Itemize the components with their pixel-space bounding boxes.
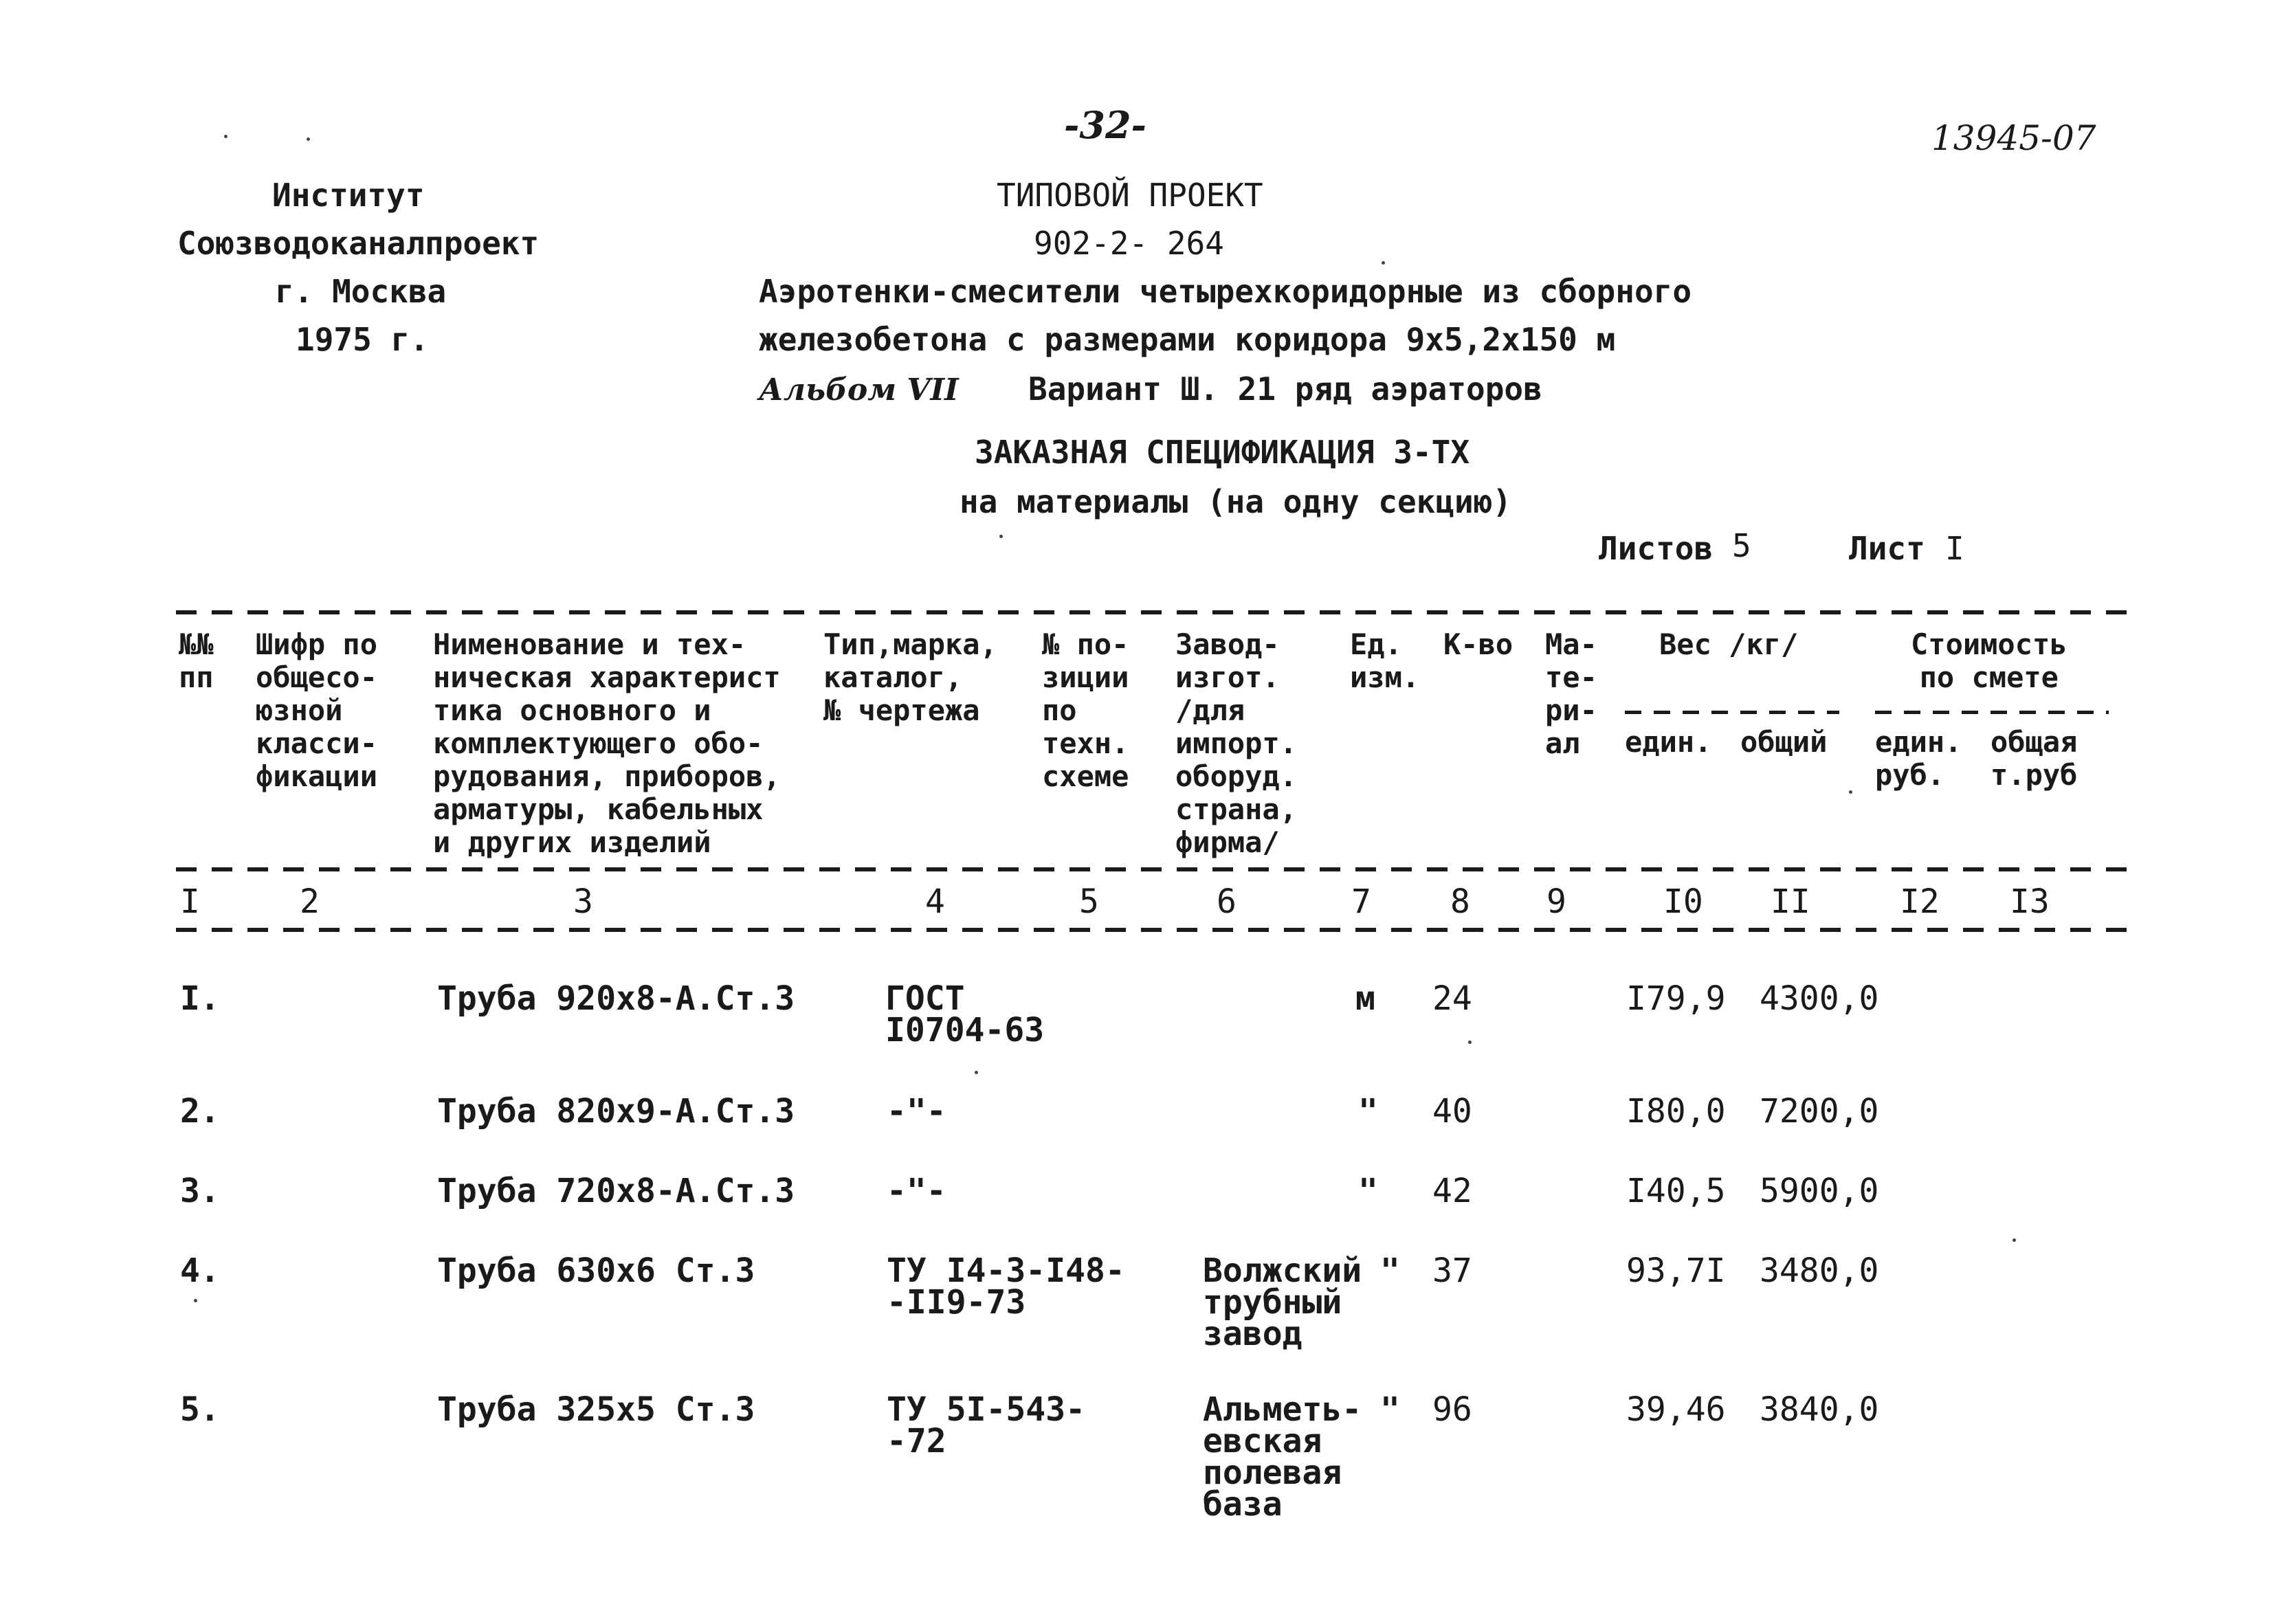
column-number: 2 <box>300 882 320 921</box>
header-col2: Шифр по общесо- юзной класси- фикации <box>256 627 378 793</box>
header-col7: Ед. изм. <box>1350 627 1420 694</box>
sheet-label: Лист <box>1849 530 1925 567</box>
scan-speck <box>1468 1041 1472 1044</box>
row-unit: " <box>1380 1252 1400 1290</box>
row-weight-total: 7200,0 <box>1760 1092 1879 1131</box>
row-weight-total: 3480,0 <box>1760 1252 1879 1290</box>
institute-city: г. Москва <box>275 273 447 310</box>
project-label: ТИПОВОЙ ПРОЕКТ <box>997 177 1263 214</box>
scan-speck <box>307 137 310 141</box>
header-col1: №№ пп <box>179 627 214 694</box>
column-number: 3 <box>573 882 593 921</box>
header-col11: общий <box>1740 725 1828 759</box>
header-col10: един. <box>1625 725 1712 759</box>
project-code: 902-2- 264 <box>1034 225 1224 262</box>
header-col9: Ма- те- ри- ал <box>1545 627 1597 760</box>
page-number: -32- <box>1064 103 1146 147</box>
scan-speck <box>224 135 228 138</box>
row-unit: " <box>1380 1390 1400 1429</box>
row-name: Труба 920х8-А.Ст.3 <box>437 979 795 1018</box>
row-number: 4. <box>180 1252 220 1290</box>
institute-year: 1975 г. <box>296 321 429 358</box>
row-name: Труба 820х9-А.Ст.3 <box>437 1092 795 1131</box>
header-col4: Тип,марка, каталог, № чертежа <box>823 627 997 727</box>
header-col13: общая т.руб <box>1991 725 2078 792</box>
row-unit: " <box>1358 1092 1378 1131</box>
cost-group-rule <box>1875 711 2109 714</box>
header-col12: един. руб. <box>1875 725 1962 792</box>
column-number: 8 <box>1450 882 1470 921</box>
row-number: 3. <box>180 1172 220 1210</box>
row-weight-total: 4300,0 <box>1760 979 1879 1018</box>
project-variant: Вариант Ш. 21 ряд аэраторов <box>1028 370 1542 408</box>
institute-name: Институт <box>272 177 425 214</box>
row-quantity: 96 <box>1432 1390 1472 1429</box>
row-unit: " <box>1358 1172 1378 1210</box>
document-code: 13945-07 <box>1931 118 2096 158</box>
row-manufacturer: Волжский трубный завод <box>1203 1252 1362 1353</box>
header-col5: № по- зиции по техн. схеме <box>1042 627 1129 793</box>
institute-org: Союзводоканалпроект <box>177 225 540 262</box>
row-quantity: 24 <box>1432 979 1472 1018</box>
project-album: Альбом VII <box>759 372 959 408</box>
column-number: 7 <box>1351 882 1371 921</box>
header-col8: К-во <box>1443 627 1514 661</box>
row-quantity: 42 <box>1432 1172 1472 1210</box>
column-number-rule <box>176 928 2128 932</box>
row-number: I. <box>180 979 220 1018</box>
column-number: I2 <box>1900 882 1940 921</box>
scan-speck <box>194 1299 197 1302</box>
header-weight-group: Вес /кг/ <box>1659 627 1799 661</box>
weight-group-rule <box>1625 711 1839 714</box>
row-type: ГОСТ I0704-63 <box>885 979 1045 1049</box>
project-description-line1: Аэротенки-смесители четырехкоридорные из сборного <box>759 273 1692 310</box>
column-number: 4 <box>925 882 945 921</box>
row-name: Труба 630х6 Ст.3 <box>437 1252 755 1290</box>
row-type: ТУ 5I-543- -72 <box>887 1390 1085 1460</box>
row-type: -"- <box>887 1172 946 1210</box>
row-type: ТУ I4-3-I48- -II9-73 <box>887 1252 1125 1322</box>
row-unit: м <box>1355 979 1375 1018</box>
project-description-line2: железобетона с размерами коридора 9х5,2х150 м <box>759 321 1616 358</box>
row-weight-unit: I40,5 <box>1626 1172 1726 1210</box>
column-number: I3 <box>2010 882 2050 921</box>
row-quantity: 37 <box>1432 1252 1472 1290</box>
row-weight-total: 3840,0 <box>1760 1390 1879 1429</box>
sheets-total-label: Листов <box>1599 530 1714 567</box>
sheet-value: I <box>1945 530 1964 567</box>
row-weight-unit: 93,7I <box>1626 1252 1726 1290</box>
row-name: Труба 325х5 Ст.3 <box>437 1390 755 1429</box>
column-number: I <box>180 882 200 921</box>
row-number: 5. <box>180 1390 220 1429</box>
scan-speck <box>2013 1238 2016 1242</box>
header-cost-group: Стоимость по смете <box>1911 627 2067 694</box>
table-top-rule <box>176 610 2128 614</box>
row-weight-unit: I80,0 <box>1626 1092 1726 1131</box>
row-type: -"- <box>887 1092 946 1131</box>
column-number: I0 <box>1663 882 1703 921</box>
scan-speck <box>999 535 1003 538</box>
row-name: Труба 720х8-А.Ст.3 <box>437 1172 795 1210</box>
header-bottom-rule <box>176 867 2128 871</box>
spec-subtitle: на материалы (на одну секцию) <box>960 483 1512 520</box>
column-number: II <box>1771 882 1810 921</box>
header-col6: Завод- изгот. /для импорт. оборуд. страна, фирма/ <box>1175 627 1298 859</box>
column-number: 5 <box>1079 882 1099 921</box>
project-album-line <box>759 371 1542 408</box>
scan-speck <box>1382 261 1385 265</box>
row-manufacturer: Альметь- евская полевая база <box>1203 1390 1362 1524</box>
column-number: 6 <box>1217 882 1237 921</box>
row-weight-unit: 39,46 <box>1626 1390 1726 1429</box>
sheets-total-value: 5 <box>1732 527 1751 564</box>
column-number: 9 <box>1546 882 1566 921</box>
header-col3: Нименование и тех- ническая характерист тика основного и комплектующего обо- рудования, приборов, арматуры, кабельных и других изделий <box>433 627 781 859</box>
row-weight-unit: I79,9 <box>1626 979 1726 1018</box>
row-quantity: 40 <box>1432 1092 1472 1131</box>
row-weight-total: 5900,0 <box>1760 1172 1879 1210</box>
scan-speck <box>1849 790 1852 794</box>
row-number: 2. <box>180 1092 220 1131</box>
spec-title: ЗАКАЗНАЯ СПЕЦИФИКАЦИЯ 3-ТХ <box>975 434 1470 471</box>
scan-speck <box>975 1071 978 1074</box>
